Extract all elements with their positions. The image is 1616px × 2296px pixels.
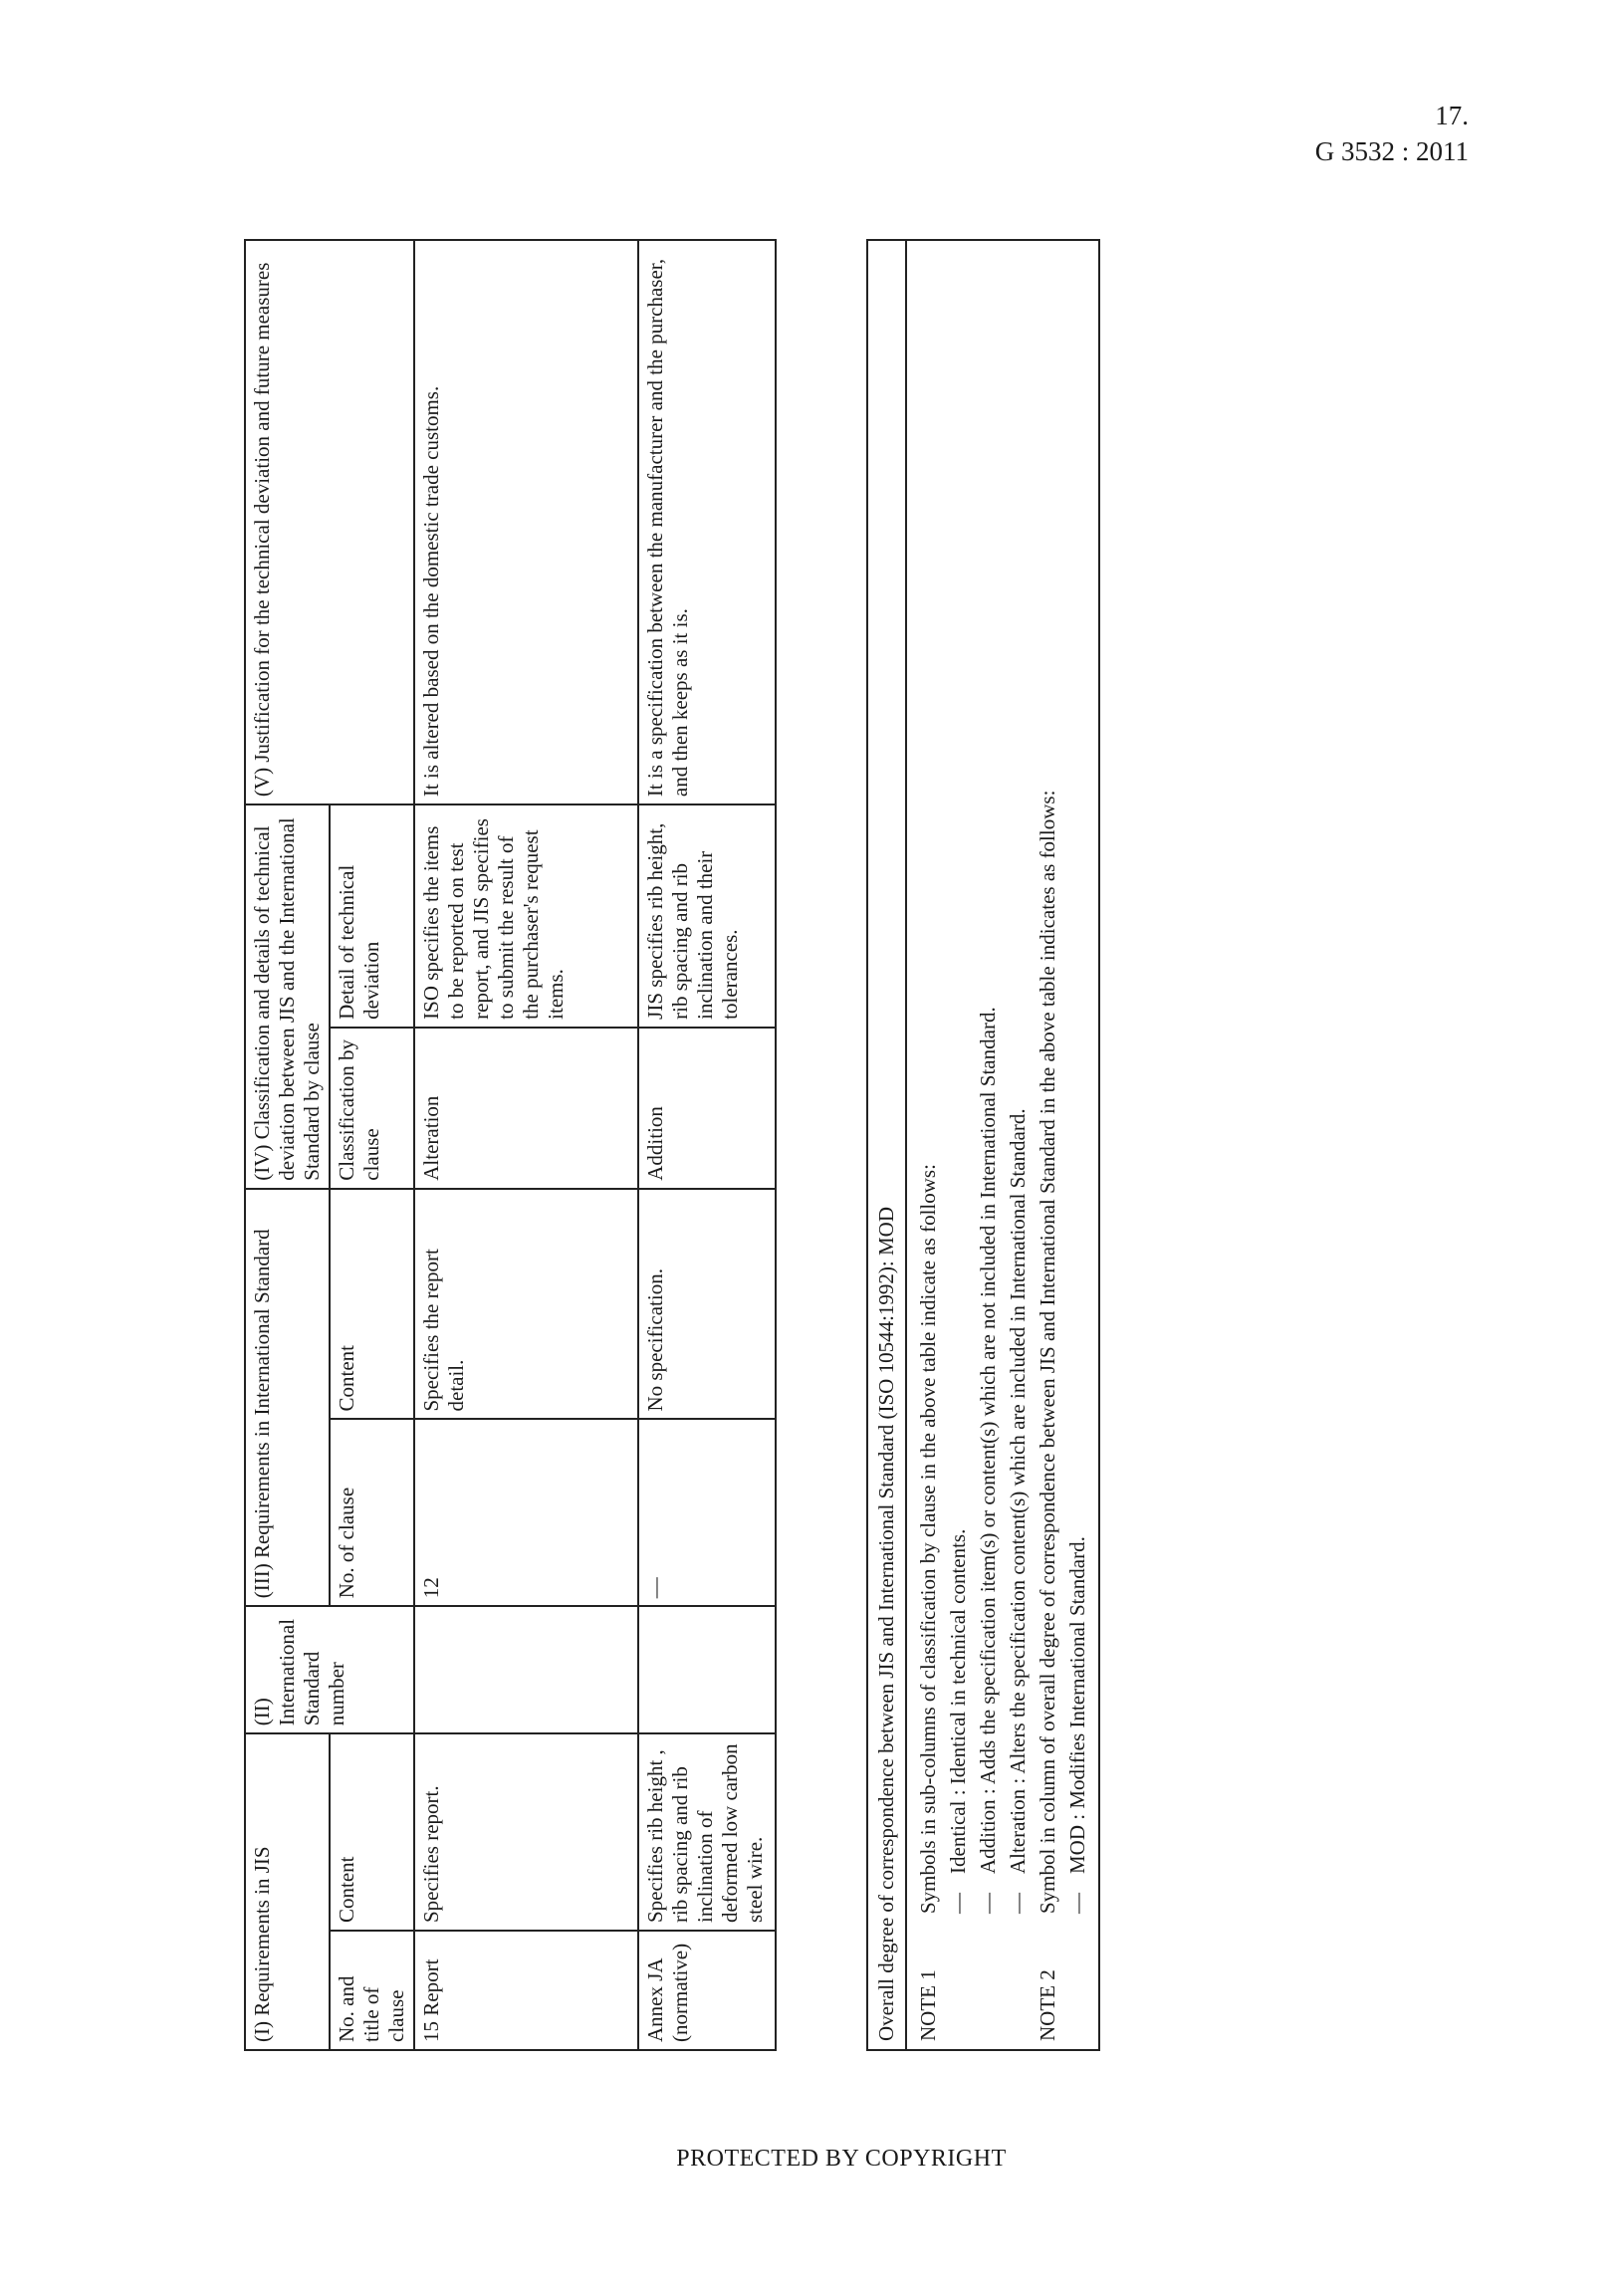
dash-glyph: — bbox=[946, 1893, 970, 1914]
note-2-item-text: MOD : Modifies International Standard. bbox=[1065, 1536, 1089, 1874]
note-1-item-text: Alteration : Alters the specification content(s) which are included in International Standard. bbox=[1006, 1108, 1030, 1874]
correspondence-row bbox=[867, 240, 906, 2050]
note-1 bbox=[913, 249, 943, 2041]
cell-clause: Annex JA (normative) bbox=[638, 1931, 776, 2050]
correspondence-table bbox=[866, 239, 1100, 2051]
cell-intl-number bbox=[414, 1606, 638, 1733]
cell-detail: ISO specifies the items to be reported on test report, and JIS specifies to submit the result of the purchaser's request items. bbox=[414, 804, 638, 1028]
dash-glyph: — bbox=[1006, 1893, 1030, 1914]
overall-correspondence: Overall degree of correspondence between JIS and International Standard (ISO 10544:1992): MOD bbox=[867, 240, 906, 2050]
notes-cell bbox=[906, 240, 1099, 2050]
cell-classification: Alteration bbox=[414, 1028, 638, 1189]
subheader-content: Content bbox=[330, 1733, 414, 1931]
header-classification: (IV) Classification and details of technical deviation between JIS and the International Standard by clause bbox=[245, 804, 330, 1189]
subheader-no-title: No. and title of clause bbox=[330, 1931, 414, 2050]
note-1-item bbox=[943, 249, 973, 2041]
copyright-footer: PROTECTED BY COPYRIGHT bbox=[676, 2146, 1007, 2172]
dash-glyph: — bbox=[1065, 1893, 1089, 1914]
standard-code: G 3532 : 2011 bbox=[1314, 136, 1469, 166]
cell-intl-clause: — bbox=[638, 1420, 776, 1607]
header-intl-number: (II) International Standard number bbox=[245, 1606, 414, 1733]
note-1-label: NOTE 1 bbox=[916, 1969, 940, 2041]
cell-clause: 15 Report bbox=[414, 1931, 638, 2050]
cell-detail: JIS specifies rib height, rib spacing and rib inclination and their tolerances. bbox=[638, 804, 776, 1028]
note-1-item-text: Identical : Identical in technical contents. bbox=[946, 1528, 970, 1874]
note-2-label: NOTE 2 bbox=[1036, 1969, 1059, 2041]
notes-row bbox=[906, 240, 1099, 2050]
header-intl-requirements: (III) Requirements in International Standard bbox=[245, 1189, 330, 1607]
note-1-text: Symbols in sub-columns of classification by clause in the above table indicate as follows: bbox=[916, 1164, 940, 1914]
dash-glyph: — bbox=[976, 1893, 1000, 1914]
deviation-table bbox=[244, 239, 777, 2051]
note-1-item-text: Addition : Adds the specification item(s) or content(s) which are not included in International Standard. bbox=[976, 1007, 1000, 1874]
note-1-item bbox=[973, 249, 1003, 2041]
subheader-no-clause: No. of clause bbox=[330, 1420, 414, 1607]
cell-jis-content: Specifies rib height , rib spacing and rib inclination of deformed low carbon steel wire. bbox=[638, 1733, 776, 1931]
subheader-class-by-clause: Classification by clause bbox=[330, 1028, 414, 1189]
note-2-item bbox=[1062, 249, 1092, 2041]
subheader-detail: Detail of technical deviation bbox=[330, 804, 414, 1028]
header-justification: (V) Justification for the technical deviation and future measures bbox=[245, 240, 414, 804]
cell-classification: Addition bbox=[638, 1028, 776, 1189]
rotated-content bbox=[244, 239, 1120, 2051]
cell-intl-content: Specifies the report detail. bbox=[414, 1189, 638, 1420]
cell-intl-content: No specification. bbox=[638, 1189, 776, 1420]
note-2-text: Symbol in column of overall degree of correspondence between JIS and International Standard in the above table indicates as follows: bbox=[1036, 790, 1059, 1914]
cell-intl-number bbox=[638, 1606, 776, 1733]
table-row bbox=[638, 240, 776, 2050]
header-jis: (I) Requirements in JIS bbox=[245, 1733, 330, 2050]
page-header bbox=[1315, 98, 1469, 169]
note-2 bbox=[1033, 249, 1062, 2041]
table-header-row bbox=[245, 240, 330, 2050]
cell-justification: It is altered based on the domestic trade customs. bbox=[414, 240, 638, 804]
note-1-item bbox=[1003, 249, 1033, 2041]
subheader-content-intl: Content bbox=[330, 1189, 414, 1420]
table-row bbox=[414, 240, 638, 2050]
cell-jis-content: Specifies report. bbox=[414, 1733, 638, 1931]
cell-intl-clause: 12 bbox=[414, 1420, 638, 1607]
page-number: 17. bbox=[1435, 101, 1469, 130]
cell-justification: It is a specification between the manufacturer and the purchaser, and then keeps as it is. bbox=[638, 240, 776, 804]
